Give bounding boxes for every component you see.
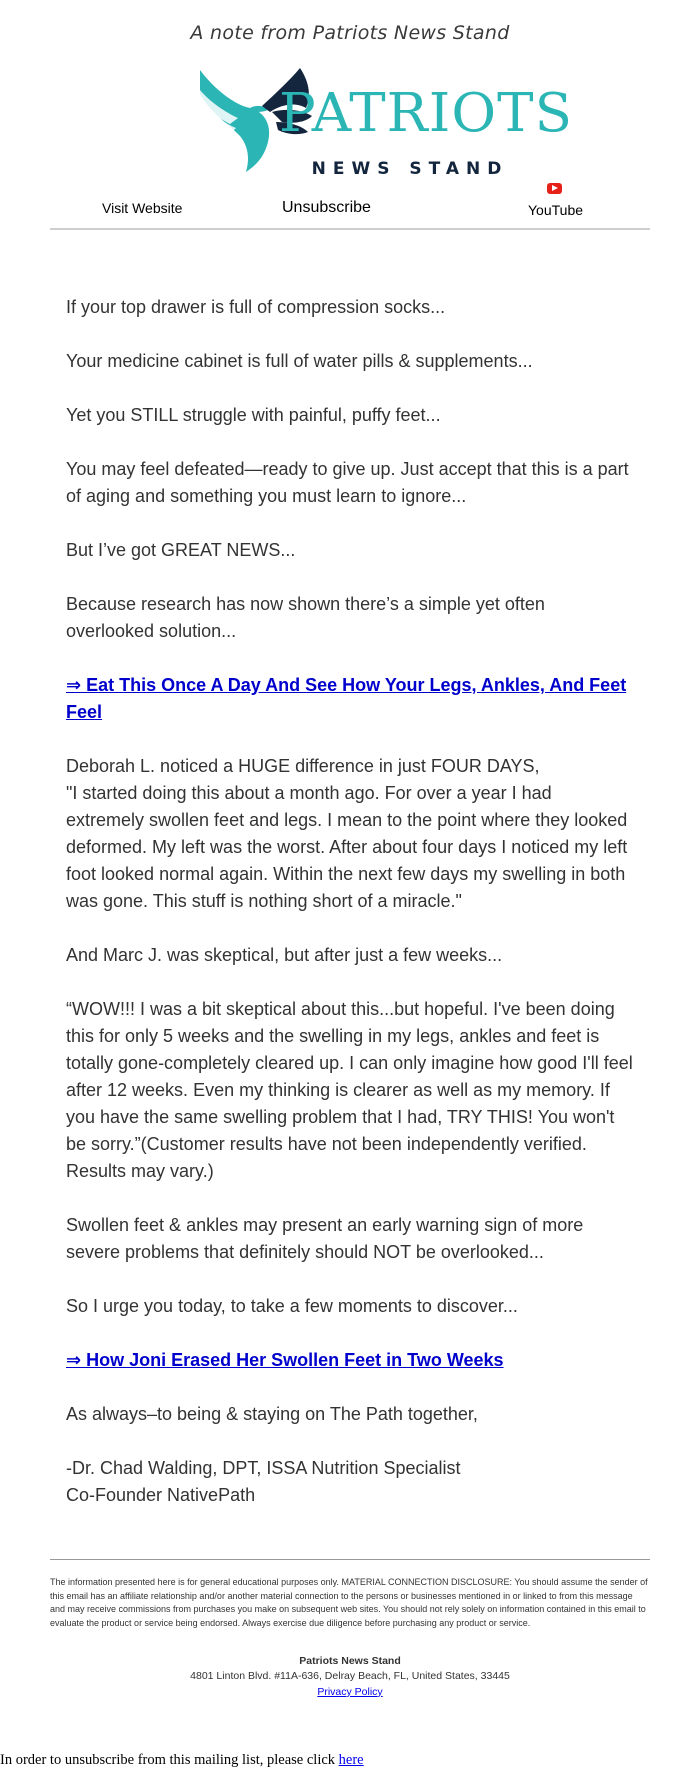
privacy-policy-link[interactable]: Privacy Policy bbox=[317, 1685, 383, 1698]
company-address: 4801 Linton Blvd. #11A-636, Delray Beach, FL, United States, 33445 bbox=[190, 1670, 510, 1683]
paragraph: Yet you STILL struggle with painful, puffy feet... bbox=[66, 405, 441, 425]
signature-name: -Dr. Chad Walding, DPT, ISSA Nutrition Specialist bbox=[66, 1458, 461, 1478]
unsubscribe-here-link[interactable]: here bbox=[338, 1752, 364, 1768]
paragraph: As always–to being & staying on The Path together, bbox=[66, 1404, 478, 1424]
logo-wordmark: PATRIOTS bbox=[279, 83, 574, 144]
patriots-logo bbox=[50, 50, 650, 182]
cta-paragraph bbox=[66, 672, 634, 726]
header-tagline: A note from Patriots News Stand bbox=[190, 22, 510, 44]
footer-disclaimer: The information presented here is for general educational purposes only. MATERIAL CONNECTION DISCLOSURE: You should assume the sender of this email has an affiliate relationship and/or another material connection to the persons or businesses mentioned in or linked to from this message and may receive commissions from purchases you make on subsequent web sites. You should not rely solely on information contained in this email to evaluate the product or service being endorsed. Always exercise due diligence before purchasing any product or service. bbox=[50, 1577, 648, 1629]
company-name: Patriots News Stand bbox=[299, 1654, 401, 1667]
paragraph: Because research has now shown there’s a simple yet often overlooked solution... bbox=[66, 594, 545, 641]
email-body bbox=[50, 230, 650, 1509]
testimonial-deborah bbox=[66, 753, 634, 915]
paragraph: And Marc J. was skeptical, but after just a few weeks... bbox=[66, 945, 503, 965]
unsubscribe-link[interactable]: Unsubscribe bbox=[282, 199, 371, 216]
signature bbox=[66, 1455, 634, 1509]
paragraph: Your medicine cabinet is full of water pills & supplements... bbox=[66, 351, 533, 371]
paragraph: If your top drawer is full of compression socks... bbox=[66, 297, 446, 317]
testimonial-quote: "I started doing this about a month ago. For over a year I had extremely swollen feet and legs. I mean to the point where they looked deformed. My left was the worst. After about four days I noticed my left foot looked normal again. Within the next few days my swelling in both was gone. This stuff is nothing short of a miracle." bbox=[66, 783, 628, 911]
testimonial-marc: “WOW!!! I was a bit skeptical about this...but hopeful. I've been doing this for only 5 weeks and the swelling in my legs, ankles and feet is totally gone-completely cleared up. I can only imagine how good I'll feel after 12 weeks. Even my thinking is clearer as well as my memory. If you have the same swelling problem that I had, TRY THIS! You won't be sorry.”(Customer results have not been independently verified. Results may vary.) bbox=[66, 999, 633, 1181]
cta-paragraph bbox=[66, 1347, 634, 1374]
logo-subtitle: NEWS STAND bbox=[311, 159, 509, 179]
paragraph: But I’ve got GREAT NEWS... bbox=[66, 540, 296, 560]
eat-this-once-link[interactable]: ⇒ Eat This Once A Day And See How Your Legs, Ankles, And Feet Feel bbox=[66, 675, 627, 722]
visit-website-link[interactable]: Visit Website bbox=[102, 200, 183, 216]
testimonial-intro: Deborah L. noticed a HUGE difference in just FOUR DAYS, bbox=[66, 756, 540, 776]
paragraph: So I urge you today, to take a few moments to discover... bbox=[66, 1296, 518, 1316]
paragraph: Swollen feet & ankles may present an early warning sign of more severe problems that definitely should NOT be overlooked... bbox=[66, 1215, 584, 1262]
unsubscribe-notice bbox=[0, 1752, 364, 1769]
signature-title: Co-Founder NativePath bbox=[66, 1485, 256, 1505]
youtube-play-icon[interactable] bbox=[547, 183, 562, 194]
how-joni-link[interactable]: ⇒ How Joni Erased Her Swollen Feet in Two Weeks bbox=[66, 1350, 504, 1370]
youtube-link[interactable]: YouTube bbox=[528, 202, 584, 218]
header-nav bbox=[50, 182, 650, 230]
paragraph: You may feel defeated—ready to give up. Just accept that this is a part of aging and something you must learn to ignore... bbox=[66, 459, 629, 506]
company-info bbox=[50, 1631, 650, 1701]
unsubscribe-text: In order to unsubscribe from this mailing list, please click bbox=[0, 1752, 339, 1768]
email-container bbox=[50, 0, 650, 1700]
